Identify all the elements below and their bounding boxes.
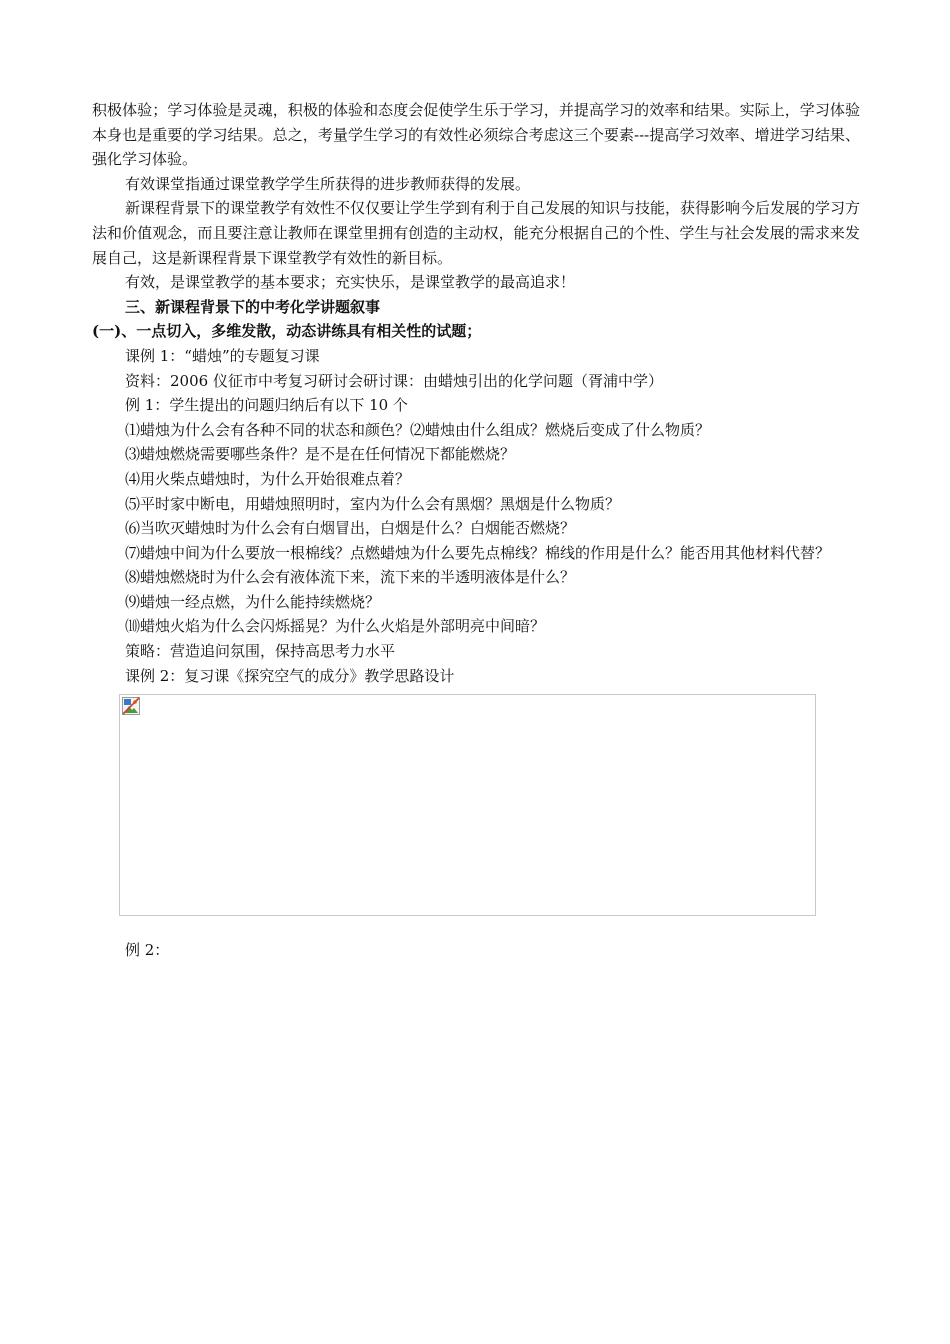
question-10: ⑽蜡烛火焰为什么会闪烁摇晃？为什么火焰是外部明亮中间暗？ (125, 617, 546, 636)
strategy-line: 策略：营造追问氛围，保持高思考力水平 (125, 642, 396, 661)
case2-title: 课例 2：复习课《探究空气的成分》教学思路设计 (125, 666, 455, 685)
question-6: ⑹当吹灭蜡烛时为什么会有白烟冒出，白烟是什么？白烟能否燃烧？ (125, 519, 576, 538)
document-page (92, 98, 860, 963)
paragraph-effective-classroom: 有效课堂指通过课堂教学学生所获得的进步教师获得的发展。 (125, 174, 531, 193)
case1-title: 课例 1：“蜡烛”的专题复习课 (125, 346, 320, 365)
paragraph-learning-experience: 积极体验；学习体验是灵魂，积极的体验和态度会促使学生乐于学习，并提高学习的效率和结果。实际上，学习体验本身也是重要的学习结果。总之，考量学生学习的有效性必须综合考虑这三个要素---提高学习效率、增进学习结果、强化学习体验。 (92, 101, 860, 169)
question-3: ⑶蜡烛燃烧需要哪些条件？是不是在任何情况下都能燃烧？ (125, 445, 516, 464)
paragraph-effective-pursuit: 有效，是课堂教学的基本要求；充实快乐，是课堂教学的最高追求！ (125, 273, 576, 292)
question-7: ⑺蜡烛中间为什么要放一根棉线？点燃蜡烛为什么要先点棉线？棉线的作用是什么？能否用其他材料代替？ (125, 543, 831, 562)
broken-image-icon (122, 697, 140, 715)
question-9: ⑼蜡烛一经点燃，为什么能持续燃烧？ (125, 592, 381, 611)
case1-example-intro: 例 1：学生提出的问题归纳后有以下 10 个 (125, 396, 408, 415)
question-1-2: ⑴蜡烛为什么会有各种不同的状态和颜色？⑵蜡烛由什么组成？燃烧后变成了什么物质？ (125, 420, 711, 439)
case1-source: 资料：2006 仪征市中考复习研讨会研讨课：由蜡烛引出的化学问题（胥浦中学） (125, 371, 663, 390)
section-heading: 三、新课程背景下的中考化学讲题叙事 (125, 297, 381, 316)
question-5: ⑸平时家中断电，用蜡烛照明时，室内为什么会有黑烟？黑烟是什么物质？ (125, 494, 621, 513)
question-4: ⑷用火柴点蜡烛时，为什么开始很难点着？ (125, 469, 411, 488)
example-2-label: 例 2： (125, 941, 170, 960)
subsection-heading: (一)、一点切入，多维发散，动态讲练具有相关性的试题； (92, 322, 482, 341)
embedded-image-placeholder (119, 694, 816, 916)
paragraph-new-curriculum: 新课程背景下的课堂教学有效性不仅仅要让学生学到有利于自己发展的知识与技能，获得影响今后发展的学习方法和价值观念，而且要注意让教师在课堂里拥有创造的主动权，能充分根据自己的个性、学生与社会发展的需求来发展自己，这是新课程背景下课堂教学有效性的新目标。 (92, 199, 861, 267)
question-8: ⑻蜡烛燃烧时为什么会有液体流下来，流下来的半透明液体是什么？ (125, 568, 576, 587)
